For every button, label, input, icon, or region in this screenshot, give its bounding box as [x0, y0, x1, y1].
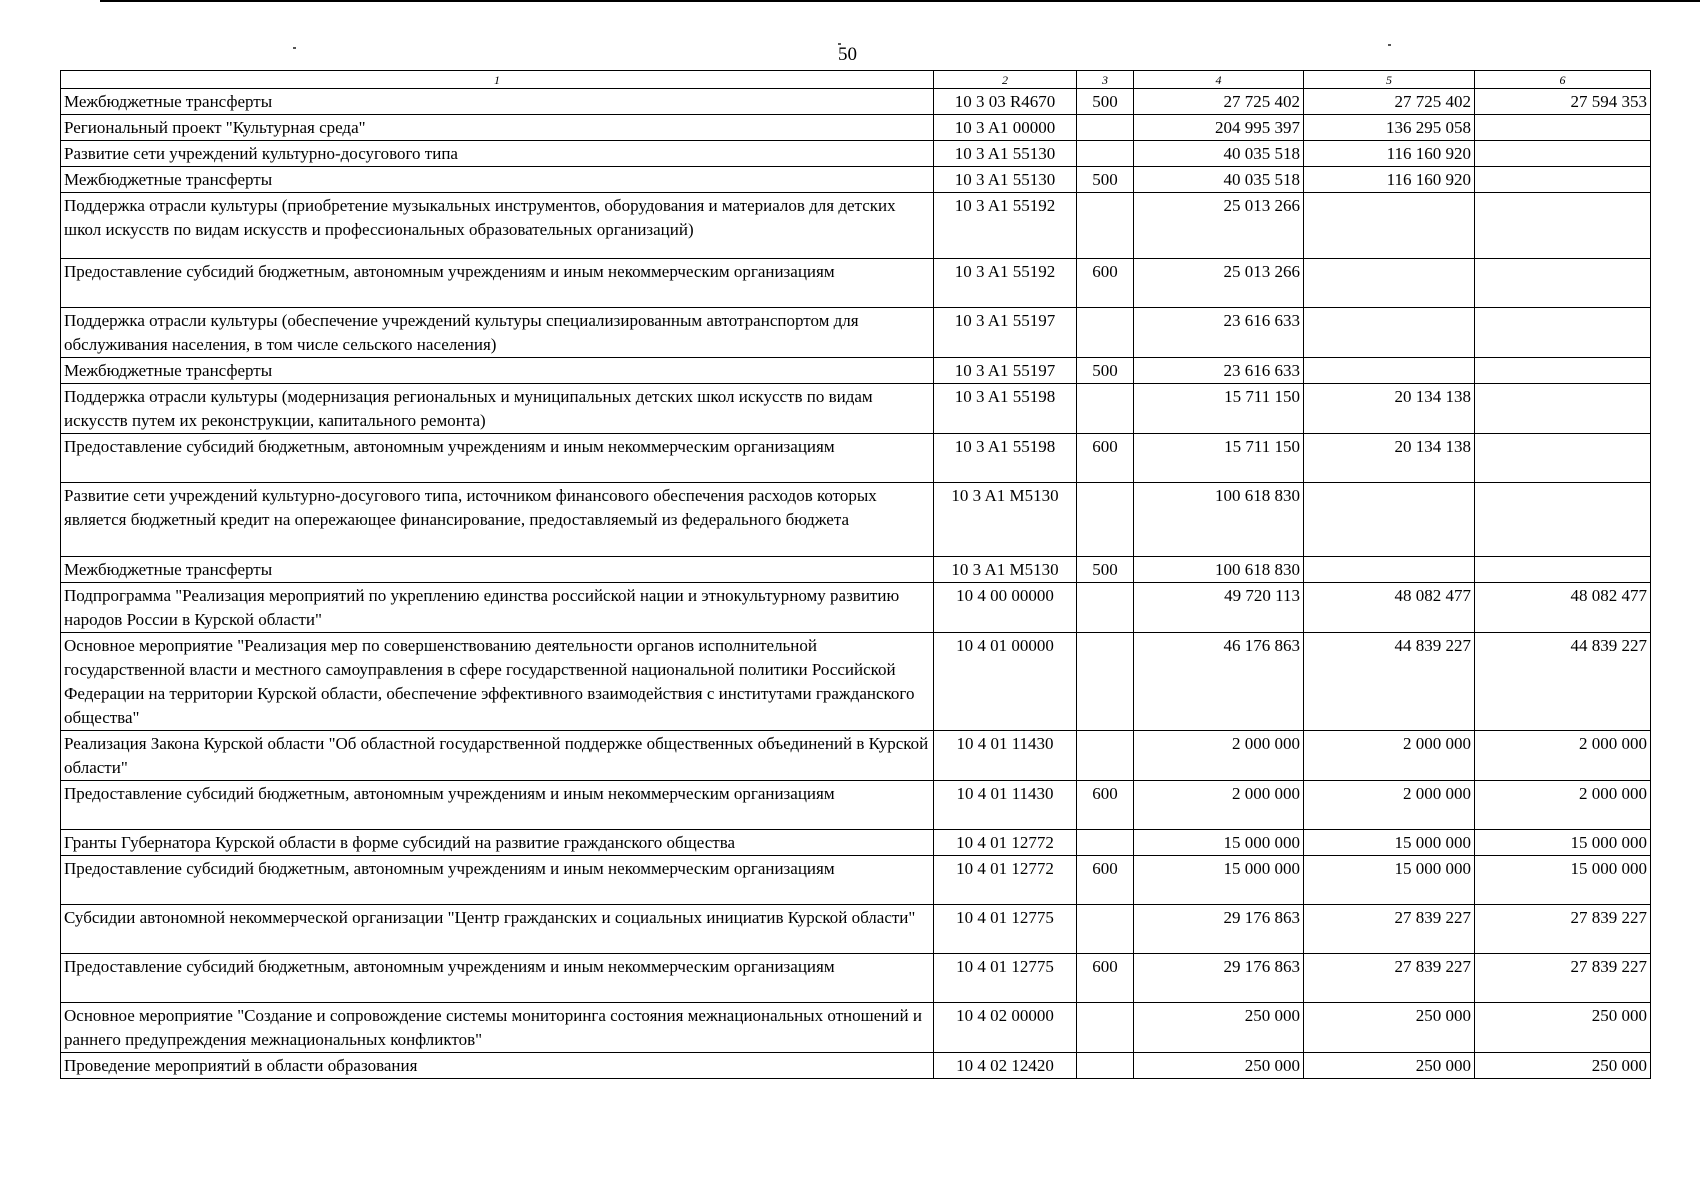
column-header-1: 1 — [61, 71, 934, 89]
row-code-cell: 10 4 01 11430 — [934, 731, 1077, 781]
column-number-row — [61, 71, 1651, 89]
row-name-cell: Поддержка отрасли культуры (приобретение музыкальных инструментов, оборудования и материалов для детских школ искусств по видам искусств и профессиональных образовательных организаций) — [61, 193, 934, 259]
row-code-cell: 10 3 A1 M5130 — [934, 483, 1077, 557]
row-name-cell: Поддержка отрасли культуры (модернизация региональных и муниципальных детских школ искусств по видам искусств путем их реконструкции, капитального ремонта) — [61, 384, 934, 434]
row-name-cell: Поддержка отрасли культуры (обеспечение учреждений культуры специализированным автотранспортом для обслуживания населения, в том числе сельского населения) — [61, 308, 934, 358]
row-code-cell: 10 4 00 00000 — [934, 583, 1077, 633]
row-value-col6 — [1475, 308, 1651, 358]
row-value-col6 — [1475, 115, 1651, 141]
table-row — [61, 384, 1651, 434]
row-value-col6: 250 000 — [1475, 1003, 1651, 1053]
row-value-col6: 48 082 477 — [1475, 583, 1651, 633]
row-value-col5 — [1304, 557, 1475, 583]
page-number: 50 — [838, 44, 857, 65]
row-code-cell: 10 3 A1 55198 — [934, 434, 1077, 483]
row-code-cell: 10 4 01 00000 — [934, 633, 1077, 731]
row-value-col4: 49 720 113 — [1134, 583, 1304, 633]
row-value-col5: 136 295 058 — [1304, 115, 1475, 141]
table-row — [61, 830, 1651, 856]
row-name-cell: Основное мероприятие "Реализация мер по совершенствованию деятельности органов исполнительной государственной власти и местного самоуправления в сфере государственной национальной политики Российской Федерации на территории Курской области, обеспечение эффективного взаимодействия с институтами гражданского общества" — [61, 633, 934, 731]
row-code-cell: 10 4 01 12772 — [934, 856, 1077, 905]
row-code-cell: 10 4 01 11430 — [934, 781, 1077, 830]
table-row — [61, 1053, 1651, 1079]
table-row — [61, 167, 1651, 193]
row-code-cell: 10 3 A1 55192 — [934, 193, 1077, 259]
table-row — [61, 434, 1651, 483]
row-value-col4: 15 000 000 — [1134, 856, 1304, 905]
table-row — [61, 115, 1651, 141]
row-value-col5 — [1304, 308, 1475, 358]
table-body — [61, 89, 1651, 1079]
row-value-col6: 2 000 000 — [1475, 781, 1651, 830]
row-value-col4: 15 000 000 — [1134, 830, 1304, 856]
row-value-col6: 250 000 — [1475, 1053, 1651, 1079]
row-name-cell: Предоставление субсидий бюджетным, автономным учреждениям и иным некоммерческим организациям — [61, 954, 934, 1003]
row-code-cell: 10 4 02 12420 — [934, 1053, 1077, 1079]
row-vr-cell: 600 — [1077, 259, 1134, 308]
row-code-cell: 10 4 02 00000 — [934, 1003, 1077, 1053]
row-name-cell: Предоставление субсидий бюджетным, автономным учреждениям и иным некоммерческим организациям — [61, 781, 934, 830]
table-row — [61, 905, 1651, 954]
table-row — [61, 954, 1651, 1003]
column-header-6: 6 — [1475, 71, 1651, 89]
row-value-col4: 250 000 — [1134, 1053, 1304, 1079]
row-code-cell: 10 3 03 R4670 — [934, 89, 1077, 115]
row-value-col5: 20 134 138 — [1304, 434, 1475, 483]
row-value-col6: 15 000 000 — [1475, 830, 1651, 856]
row-value-col6: 27 594 353 — [1475, 89, 1651, 115]
row-value-col4: 15 711 150 — [1134, 434, 1304, 483]
row-value-col4: 40 035 518 — [1134, 167, 1304, 193]
table-row — [61, 1003, 1651, 1053]
row-value-col6: 27 839 227 — [1475, 954, 1651, 1003]
row-vr-cell: 600 — [1077, 434, 1134, 483]
table-row — [61, 193, 1651, 259]
row-value-col4: 100 618 830 — [1134, 483, 1304, 557]
row-value-col5: 2 000 000 — [1304, 781, 1475, 830]
row-value-col5: 15 000 000 — [1304, 830, 1475, 856]
row-value-col6 — [1475, 384, 1651, 434]
row-value-col5: 250 000 — [1304, 1053, 1475, 1079]
row-value-col5: 250 000 — [1304, 1003, 1475, 1053]
table-row — [61, 89, 1651, 115]
row-name-cell: Развитие сети учреждений культурно-досугового типа, источником финансового обеспечения расходов которых является бюджетный кредит на опережающее финансирование, предоставляемый из федерального бюджета — [61, 483, 934, 557]
row-value-col5: 20 134 138 — [1304, 384, 1475, 434]
row-value-col4: 23 616 633 — [1134, 358, 1304, 384]
row-vr-cell: 600 — [1077, 856, 1134, 905]
row-value-col6 — [1475, 434, 1651, 483]
row-code-cell: 10 3 A1 55197 — [934, 358, 1077, 384]
row-vr-cell — [1077, 1003, 1134, 1053]
table-row — [61, 731, 1651, 781]
row-value-col4: 250 000 — [1134, 1003, 1304, 1053]
row-name-cell: Межбюджетные трансферты — [61, 167, 934, 193]
table-row — [61, 259, 1651, 308]
column-header-2: 2 — [934, 71, 1077, 89]
row-value-col5 — [1304, 193, 1475, 259]
row-value-col5 — [1304, 483, 1475, 557]
row-vr-cell — [1077, 905, 1134, 954]
row-name-cell: Межбюджетные трансферты — [61, 358, 934, 384]
row-value-col4: 40 035 518 — [1134, 141, 1304, 167]
row-name-cell: Предоставление субсидий бюджетным, автономным учреждениям и иным некоммерческим организациям — [61, 856, 934, 905]
row-value-col6 — [1475, 259, 1651, 308]
table-row — [61, 358, 1651, 384]
row-vr-cell — [1077, 384, 1134, 434]
row-vr-cell: 600 — [1077, 954, 1134, 1003]
row-code-cell: 10 3 A1 55198 — [934, 384, 1077, 434]
row-code-cell: 10 3 A1 55130 — [934, 141, 1077, 167]
row-code-cell: 10 4 01 12775 — [934, 905, 1077, 954]
scan-speck — [1388, 44, 1391, 46]
row-code-cell: 10 4 01 12775 — [934, 954, 1077, 1003]
table-row — [61, 483, 1651, 557]
row-value-col6: 27 839 227 — [1475, 905, 1651, 954]
row-value-col5: 44 839 227 — [1304, 633, 1475, 731]
row-value-col6 — [1475, 557, 1651, 583]
row-value-col5: 27 839 227 — [1304, 954, 1475, 1003]
row-vr-cell — [1077, 583, 1134, 633]
table-row — [61, 633, 1651, 731]
row-name-cell: Развитие сети учреждений культурно-досугового типа — [61, 141, 934, 167]
row-value-col5: 15 000 000 — [1304, 856, 1475, 905]
row-name-cell: Подпрограмма "Реализация мероприятий по укреплению единства российской нации и этнокультурному развитию народов России в Курской области" — [61, 583, 934, 633]
row-vr-cell — [1077, 1053, 1134, 1079]
row-vr-cell — [1077, 193, 1134, 259]
row-value-col4: 27 725 402 — [1134, 89, 1304, 115]
row-value-col4: 46 176 863 — [1134, 633, 1304, 731]
row-value-col5 — [1304, 358, 1475, 384]
row-value-col5: 116 160 920 — [1304, 141, 1475, 167]
row-code-cell: 10 4 01 12772 — [934, 830, 1077, 856]
row-vr-cell — [1077, 483, 1134, 557]
row-value-col6 — [1475, 193, 1651, 259]
row-vr-cell — [1077, 633, 1134, 731]
row-name-cell: Проведение мероприятий в области образования — [61, 1053, 934, 1079]
row-value-col5 — [1304, 259, 1475, 308]
column-header-3: 3 — [1077, 71, 1134, 89]
row-code-cell: 10 3 A1 55192 — [934, 259, 1077, 308]
row-value-col4: 100 618 830 — [1134, 557, 1304, 583]
row-value-col4: 25 013 266 — [1134, 259, 1304, 308]
row-code-cell: 10 3 A1 55130 — [934, 167, 1077, 193]
row-value-col4: 25 013 266 — [1134, 193, 1304, 259]
table-row — [61, 781, 1651, 830]
row-vr-cell — [1077, 731, 1134, 781]
row-value-col5: 2 000 000 — [1304, 731, 1475, 781]
row-value-col5: 48 082 477 — [1304, 583, 1475, 633]
table-row — [61, 141, 1651, 167]
budget-table — [60, 70, 1651, 1079]
row-value-col6: 2 000 000 — [1475, 731, 1651, 781]
column-header-5: 5 — [1304, 71, 1475, 89]
table-row — [61, 557, 1651, 583]
table-row — [61, 583, 1651, 633]
row-vr-cell — [1077, 115, 1134, 141]
row-value-col6: 15 000 000 — [1475, 856, 1651, 905]
row-name-cell: Основное мероприятие "Создание и сопровождение системы мониторинга состояния межнациональных отношений и раннего предупреждения межнациональных конфликтов" — [61, 1003, 934, 1053]
row-value-col6 — [1475, 358, 1651, 384]
row-value-col6: 44 839 227 — [1475, 633, 1651, 731]
row-name-cell: Реализация Закона Курской области "Об областной государственной поддержке общественных объединений в Курской области" — [61, 731, 934, 781]
row-value-col4: 2 000 000 — [1134, 781, 1304, 830]
row-vr-cell — [1077, 830, 1134, 856]
row-value-col4: 2 000 000 — [1134, 731, 1304, 781]
top-border-line — [100, 0, 1700, 2]
table-row — [61, 308, 1651, 358]
row-vr-cell: 500 — [1077, 557, 1134, 583]
row-vr-cell: 500 — [1077, 358, 1134, 384]
row-value-col4: 23 616 633 — [1134, 308, 1304, 358]
column-header-4: 4 — [1134, 71, 1304, 89]
row-name-cell: Субсидии автономной некоммерческой организации "Центр гражданских и социальных инициатив Курской области" — [61, 905, 934, 954]
row-code-cell: 10 3 A1 00000 — [934, 115, 1077, 141]
row-value-col5: 27 839 227 — [1304, 905, 1475, 954]
row-value-col4: 29 176 863 — [1134, 905, 1304, 954]
row-name-cell: Предоставление субсидий бюджетным, автономным учреждениям и иным некоммерческим организациям — [61, 434, 934, 483]
row-vr-cell: 500 — [1077, 167, 1134, 193]
scan-speck — [293, 47, 296, 49]
row-value-col4: 15 711 150 — [1134, 384, 1304, 434]
row-vr-cell: 500 — [1077, 89, 1134, 115]
row-name-cell: Межбюджетные трансферты — [61, 89, 934, 115]
row-name-cell: Региональный проект "Культурная среда" — [61, 115, 934, 141]
row-name-cell: Гранты Губернатора Курской области в форме субсидий на развитие гражданского общества — [61, 830, 934, 856]
row-value-col5: 116 160 920 — [1304, 167, 1475, 193]
table-row — [61, 856, 1651, 905]
row-value-col6 — [1475, 483, 1651, 557]
row-name-cell: Межбюджетные трансферты — [61, 557, 934, 583]
row-code-cell: 10 3 A1 M5130 — [934, 557, 1077, 583]
row-value-col5: 27 725 402 — [1304, 89, 1475, 115]
row-code-cell: 10 3 A1 55197 — [934, 308, 1077, 358]
row-name-cell: Предоставление субсидий бюджетным, автономным учреждениям и иным некоммерческим организациям — [61, 259, 934, 308]
row-vr-cell: 600 — [1077, 781, 1134, 830]
row-vr-cell — [1077, 141, 1134, 167]
row-value-col4: 204 995 397 — [1134, 115, 1304, 141]
row-value-col6 — [1475, 167, 1651, 193]
row-vr-cell — [1077, 308, 1134, 358]
row-value-col4: 29 176 863 — [1134, 954, 1304, 1003]
row-value-col6 — [1475, 141, 1651, 167]
